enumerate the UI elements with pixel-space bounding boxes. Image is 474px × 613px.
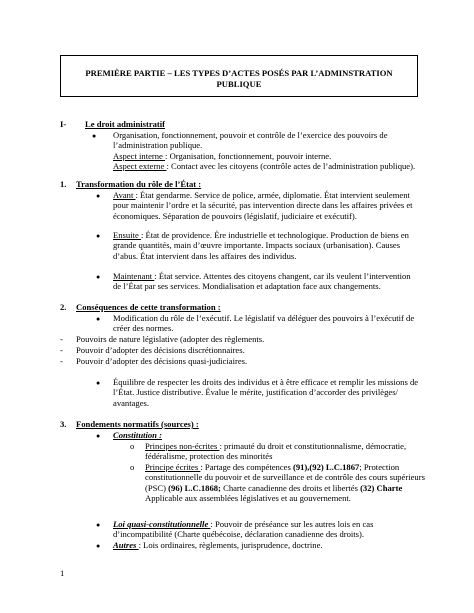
bullet-icon: ● bbox=[96, 432, 101, 440]
s1-b1-line1: Organisation, fonctionnement, pouvoir et contrôle de l’exercice des pouvoirs de bbox=[113, 130, 388, 140]
section-3-number: 2. bbox=[60, 302, 67, 312]
bullet-icon: ● bbox=[96, 232, 101, 240]
bullet-icon: ● bbox=[96, 542, 101, 550]
pne-line2: fédéralisme, protection des minorités bbox=[145, 451, 273, 461]
avant-line1: Avant : État gendarme. Service de police, armée, diplomatie. État intervient seulement bbox=[113, 190, 410, 200]
circle-bullet-icon: o bbox=[130, 462, 135, 472]
pe-line1: Principe écrites : Partage des compétences (91),(92) L.C.1867; Protection bbox=[145, 462, 400, 472]
bullet-icon: ● bbox=[96, 273, 101, 281]
pe-line4: Applicable aux assemblées législatives et au gouvernement. bbox=[145, 493, 351, 503]
section-2-number: 1. bbox=[60, 179, 67, 189]
section-2-heading: Transformation du rôle de l’État : bbox=[76, 179, 202, 189]
title-line-1: PREMIÈRE PARTIE – LES TYPES D’ACTES POSÉS PAR L’ADMINSTRATION bbox=[85, 68, 393, 78]
circle-bullet-icon: o bbox=[130, 441, 135, 451]
s3-dash2: Pouvoir d’adopter des décisions discrétionnaires. bbox=[76, 345, 245, 355]
s3-b2-line2: l’État. Justice distributive. Évalue le mérite, justification d’accorder des privilèges/ bbox=[113, 387, 398, 397]
ensuite-line1: Ensuite : État de providence. Ère industrielle et technologique. Production de biens en bbox=[113, 230, 409, 240]
s1-b1-line2: l’administration publique. bbox=[113, 140, 203, 150]
section-3-heading: Conséquences de cette transformation : bbox=[76, 302, 221, 312]
section-4-heading: Fondements normatifs (sources) : bbox=[76, 419, 199, 429]
dash-marker: - bbox=[60, 356, 63, 366]
section-1-number: I- bbox=[60, 119, 67, 129]
bullet-icon: ● bbox=[96, 521, 101, 529]
ensuite-line2: grande quantités, main d’œuvre importante. Impacts sociaux (urbanisation). Causes bbox=[113, 240, 401, 250]
title-box bbox=[60, 55, 418, 97]
s3-dash3: Pouvoir d’adopter des décisions quasi-judiciaires. bbox=[76, 356, 248, 366]
page-number: 1 bbox=[60, 568, 65, 578]
dash-marker: - bbox=[60, 334, 63, 344]
ensuite-line3: d’abus. État intervient dans les affaires des individus. bbox=[113, 251, 297, 261]
title-line-2: PUBLIQUE bbox=[216, 79, 262, 89]
avant-line2: pour maintenir l’ordre et la sécurité, pas intervention directe dans les affaires privées et bbox=[113, 200, 413, 210]
bullet-icon: ● bbox=[96, 192, 101, 200]
constitution-label: Constitution : bbox=[113, 430, 162, 440]
s1-interne: Aspect interne : Organisation, fonctionnement, pouvoir interne. bbox=[113, 151, 332, 161]
s1-externe: Aspect externe : Contact avec les citoyens (contrôle actes de l’administration publique). bbox=[113, 161, 416, 171]
s3-b2-line1: Équilibre de respecter les droits des individus et à être efficace et remplir les missions de bbox=[113, 377, 419, 387]
lqc-line1: Loi quasi-constitutionnelle : Pouvoir de préséance sur les autres lois en cas bbox=[113, 519, 374, 529]
s3-b2-line3: avantages. bbox=[113, 398, 150, 408]
maintenant-line2: de l’État par ses services. Mondialisation et adaptation face aux changements. bbox=[113, 281, 381, 291]
s3-b1-line1: Modification du rôle de l’exécutif. Le législatif va déléguer des pouvoirs à l’exécutif de bbox=[113, 313, 415, 323]
maintenant-line1: Maintenant : État service. Attentes des citoyens changent, car ils veulent l’intervention bbox=[113, 271, 411, 281]
section-4-number: 3. bbox=[60, 419, 67, 429]
lqc-line2: d’incompatibilité (Charte québécoise, déclaration canadienne des droits). bbox=[113, 529, 365, 539]
pne-line1: Principes non-écrites : primauté du droit et constitutionnalisme, démocratie, bbox=[145, 441, 407, 451]
bullet-icon: ● bbox=[96, 315, 101, 323]
s3-b1-line2: créer des normes. bbox=[113, 323, 174, 333]
section-1-heading: Le droit administratif bbox=[85, 119, 166, 129]
s3-dash1: Pouvoirs de nature législative (adopter des règlements. bbox=[76, 334, 265, 344]
avant-line3: économiques. Séparation de pouvoirs (législatif, judiciaire et exécutif). bbox=[113, 211, 357, 221]
dash-marker: - bbox=[60, 345, 63, 355]
pe-line3: (PSC) (96) L.C.1868; Charte canadienne des droits et libertés (32) Charte bbox=[145, 483, 403, 493]
bullet-icon: ● bbox=[92, 132, 97, 140]
autres-line: Autres : Lois ordinaires, règlements, jurisprudence, doctrine. bbox=[113, 540, 323, 550]
pe-line2: constitutionnelle du pouvoir et de surveillance et de contrôle des cours supérieurs bbox=[145, 472, 425, 482]
bullet-icon: ● bbox=[96, 379, 101, 387]
